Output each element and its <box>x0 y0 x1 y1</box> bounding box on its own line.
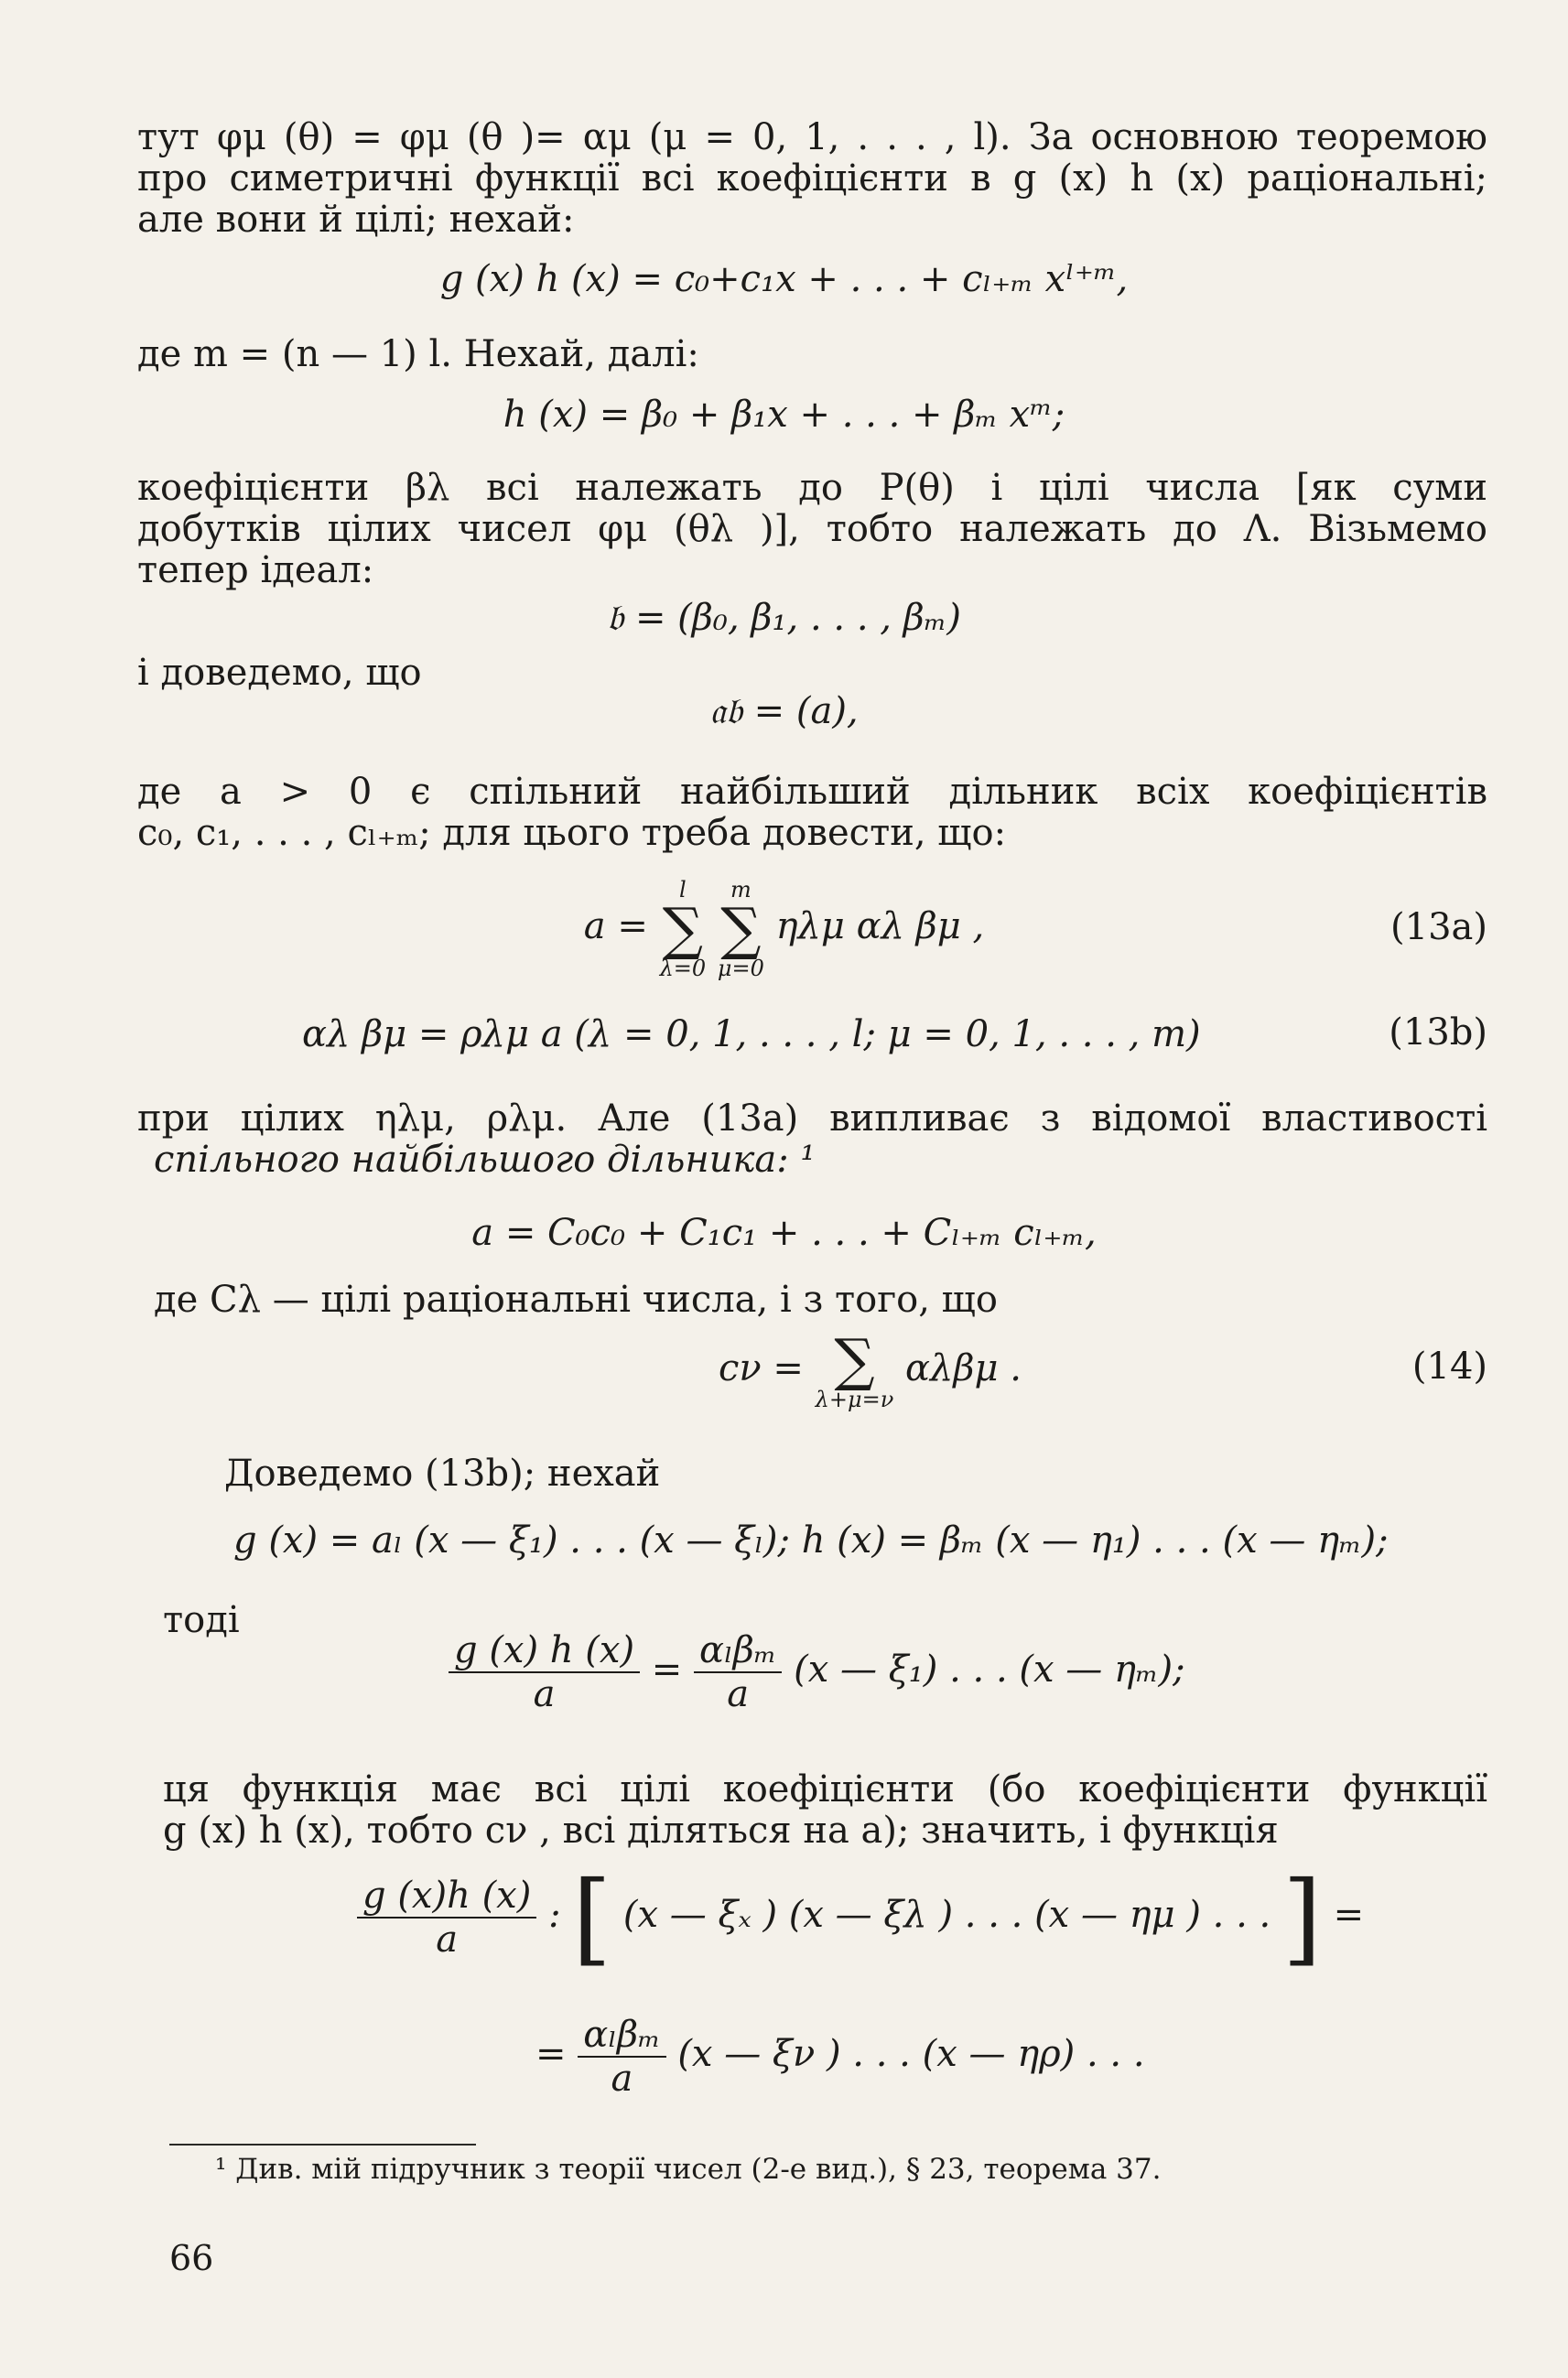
sigma-icon: ∑ <box>720 895 762 962</box>
numerator: g (x)h (x) <box>357 1875 536 1919</box>
sum-lower-limit: λ+μ=ν <box>815 1387 894 1412</box>
equation-fraction <box>449 1629 1272 1715</box>
equation: h (x) = β₀ + β₁x + . . . + βₘ xᵐ; <box>503 394 1065 436</box>
eq-lhs: a = <box>583 905 648 947</box>
equation: 𝔞𝔟 = (a), <box>709 690 859 732</box>
left-bracket-icon: [ <box>572 1859 612 1976</box>
eq-rhs: αλβμ . <box>905 1347 1022 1389</box>
text-line: коефіцієнти βλ всі належать до P(θ) і цілі числа [як суми <box>137 467 1487 509</box>
text-line: Доведемо (13b); нехай <box>224 1453 661 1495</box>
sum-operator <box>660 879 707 979</box>
fraction <box>449 1629 640 1715</box>
eq-rest: (x — ξν ) . . . (x — ηρ) . . . <box>677 2033 1145 2075</box>
right-bracket-icon: ] <box>1281 1859 1322 1976</box>
numerator: αₗβₘ <box>694 1629 782 1673</box>
sigma-icon: ∑ <box>662 895 703 962</box>
equation: g (x) = aₗ (x — ξ₁) . . . (x — ξₗ); h (x) = βₘ (x — η₁) . . . (x — ηₘ); <box>233 1519 1389 1562</box>
text-line: де Cλ — цілі раціональні числа, і з того, що <box>154 1279 998 1321</box>
sum-operator <box>718 879 764 979</box>
text-line: тепер ідеал: <box>137 549 374 591</box>
sigma-icon: ∑ <box>834 1326 875 1393</box>
fraction <box>694 1629 782 1715</box>
sum-upper-limit: m <box>730 877 752 903</box>
equals-sign: = <box>1333 1894 1365 1936</box>
equation: g (x) h (x) = c₀+c₁x + . . . + cₗ₊ₘ xˡ⁺ᵐ, <box>439 258 1129 300</box>
equation-fraction <box>535 2014 1359 2100</box>
eq-rest: (x — ξ₁) . . . (x — ηₘ); <box>794 1648 1185 1691</box>
equation-number: (13a) <box>1390 906 1487 948</box>
text-line: де a > 0 є спільний найбільший дільник всіх коефіцієнтів <box>137 771 1487 813</box>
equals-sign: = <box>651 1648 695 1691</box>
sum-lower-limit: μ=0 <box>717 956 764 981</box>
text-line: тут φμ (θ) = φμ (θ )= αμ (μ = 0, 1, . . . , l). За основною теоремою <box>137 116 1487 158</box>
equation: 𝔟 = (β₀, β₁, . . . , βₘ) <box>607 597 961 639</box>
text-line: і доведемо, що <box>137 652 422 694</box>
numerator: g (x) h (x) <box>449 1629 640 1673</box>
bracket-content: (x — ξₓ ) (x — ξλ ) . . . (x — ημ ) . . . <box>622 1894 1271 1936</box>
footnote: ¹ Див. мій підручник з теорії чисел (2-е вид.), § 23, теорема 37. <box>215 2153 1162 2186</box>
text-line: де m = (n — 1) l. Нехай, далі: <box>137 333 699 375</box>
equation-number: (13b) <box>1389 1011 1487 1054</box>
equation-bracket <box>357 1859 1365 1976</box>
footnote-divider <box>169 2144 476 2146</box>
eq-rhs: ηλμ αλ βμ , <box>775 905 985 947</box>
equals-sign: = <box>535 2033 579 2075</box>
equation-13a <box>0 879 1568 979</box>
eq-lhs: cν = <box>719 1347 804 1389</box>
text-line: про симетричні функції всі коефіцієнти в g (x) h (x) раціональні; <box>137 157 1487 200</box>
text-line: при цілих ηλμ, ρλμ. Але (13a) випливає з відомої властивості <box>137 1097 1487 1140</box>
sum-operator <box>815 1326 894 1412</box>
colon: : <box>548 1894 573 1936</box>
equation-13b: αλ βμ = ρλμ a (λ = 0, 1, . . . , l; μ = 0, 1, . . . , m) <box>302 1013 1201 1055</box>
fraction <box>578 2014 665 2100</box>
page-number: 66 <box>169 2238 214 2278</box>
text-line: тоді <box>163 1599 240 1641</box>
text-line: добутків цілих чисел φμ (θλ )], тобто належать до Λ. Візьмемо <box>137 508 1487 550</box>
numerator: αₗβₘ <box>578 2014 665 2058</box>
sum-lower-limit: λ=0 <box>659 956 707 981</box>
denominator: a <box>436 1919 459 1961</box>
text-line: спільного найбільшого дільника: ¹ <box>154 1139 816 1181</box>
equation-number: (14) <box>1411 1346 1487 1388</box>
sum-upper-limit: l <box>679 877 687 903</box>
text-line: c₀, c₁, . . . , cₗ₊ₘ; для цього треба довести, що: <box>137 812 1007 854</box>
equation-14 <box>719 1326 1268 1412</box>
denominator: a <box>611 2058 633 2100</box>
denominator: a <box>533 1673 556 1715</box>
equation: a = C₀c₀ + C₁c₁ + . . . + Cₗ₊ₘ cₗ₊ₘ, <box>471 1212 1097 1254</box>
text-line: g (x) h (x), тобто cν , всі діляться на a); значить, і функція <box>163 1810 1279 1852</box>
text-line: ця функція має всі цілі коефіцієнти (бо коефіцієнти функції <box>163 1768 1487 1811</box>
denominator: a <box>727 1673 750 1715</box>
fraction <box>357 1875 536 1961</box>
text-line: але вони й цілі; нехай: <box>137 199 575 241</box>
